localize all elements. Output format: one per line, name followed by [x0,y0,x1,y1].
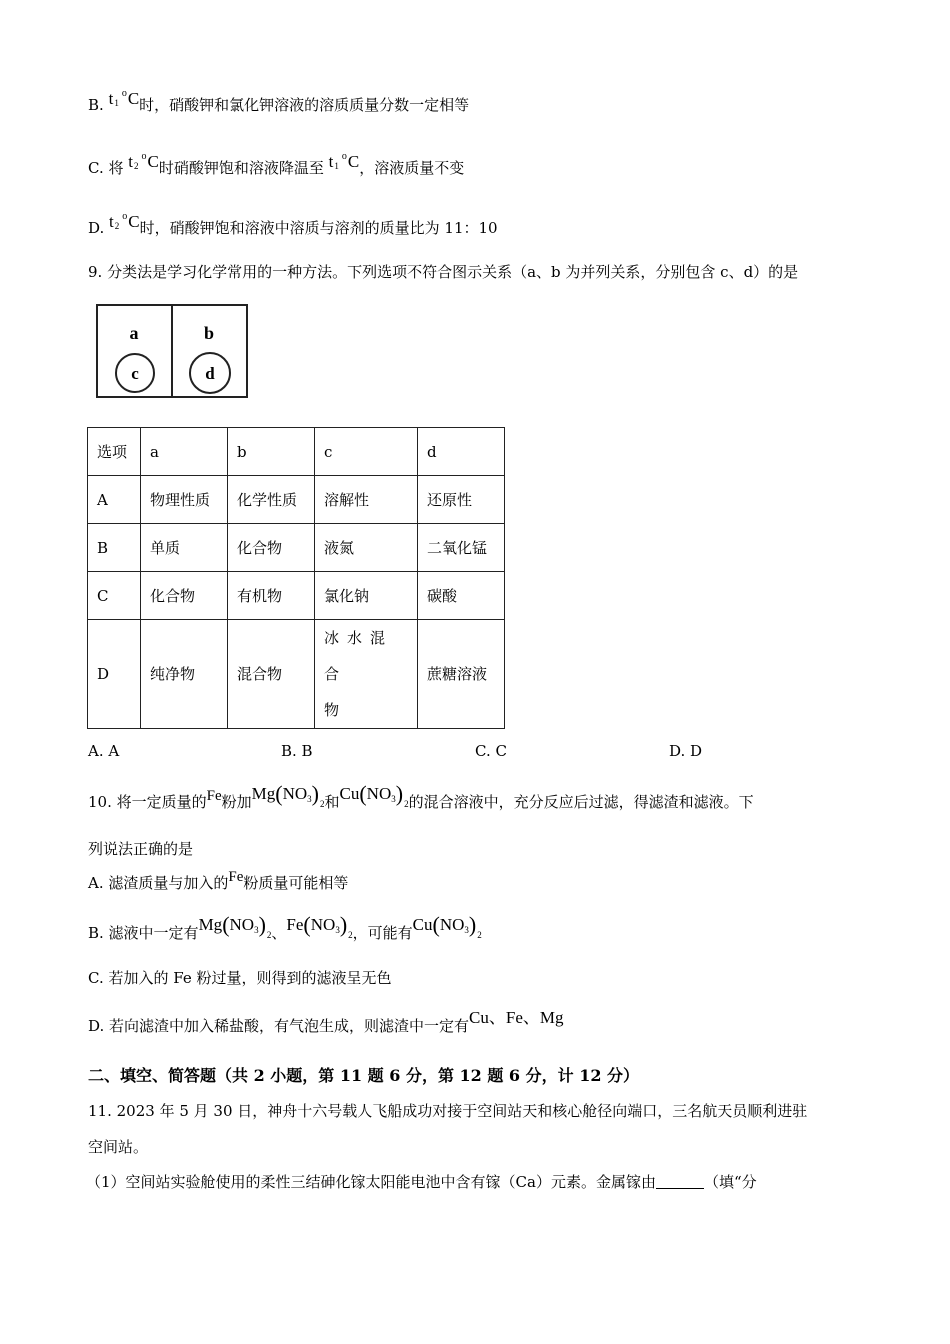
table-cell: 纯净物 [141,620,228,729]
classification-diagram [96,304,248,398]
table-cell: 液氮 [315,524,418,572]
temperature-t2: $t_2^oC$ [128,151,159,171]
table-cell: 蔗糖溶液 [418,620,505,729]
q9-choice-a[interactable]: A. A [88,742,120,760]
formula-cu-fe-mg: Cu、Fe、Mg [469,1008,564,1027]
table-cell: 氯化钠 [315,572,418,620]
q8-option-c: C. 将 $t_2^oC$时硝酸钾饱和溶液降温至 $t_1^oC$，溶液质量不变 [88,152,464,183]
q9-choice-c[interactable]: C. C [475,742,507,760]
table-cell: 化合物 [228,524,315,572]
table-row [88,524,505,572]
q9-choice-d[interactable]: D. D [669,742,703,760]
table-cell: 物理性质 [141,476,228,524]
q9-options-table [87,427,505,729]
q8-option-b: B. $t_1^oC$时，硝酸钾和氯化钾溶液的溶质质量分数一定相等 [88,89,469,120]
table-cell: 混合物 [228,620,315,729]
table-header: a [141,428,228,476]
table-cell-line: 物 [324,701,340,719]
formula-mg-no3-2: $Mg(NO3)_2$ [198,912,272,940]
table-cell-line: 冰水混合 [324,629,394,683]
q11-sub1: （1）空间站实验舱使用的柔性三结砷化镓太阳能电池中含有镓（Ca）元素。金属镓由 （填“分 [86,1173,757,1191]
diagram-label-d: d [205,364,215,383]
formula-fe-no3-2: $Fe(NO3)_2$ [286,912,353,940]
diagram-label-a: a [129,323,139,343]
table-cell: 溶解性 [315,476,418,524]
q10-option-d: D. 若向滤渣中加入稀盐酸，有气泡生成，则滤渣中一定有Cu、Fe、Mg [88,1008,564,1035]
answer-blank[interactable] [656,1173,704,1189]
q11-stem-line2: 空间站。 [88,1138,149,1156]
table-cell: 化合物 [141,572,228,620]
table-cell: 单质 [141,524,228,572]
table-row [88,476,505,524]
table-header: c [315,428,418,476]
formula-fe: Fe [206,788,222,804]
q8-option-d: D. $t_2^oC$时，硝酸钾饱和溶液中溶质与溶剂的质量比为 11：10 [88,212,498,243]
temperature-t1: $t_1^oC$ [108,88,140,108]
table-header-row [88,428,505,476]
q11-stem: 11. 2023 年 5 月 30 日，神舟十六号载人飞船成功对接于空间站天和核心舱径向端口，三名航天员顺利进驻 [88,1102,808,1120]
table-row [88,572,505,620]
q10-option-a: A. 滤渣质量与加入的Fe粉质量可能相等 [88,869,349,892]
q10-stem-line2: 列说法正确的是 [88,840,194,858]
table-cell: 碳酸 [418,572,505,620]
formula-fe: Fe [228,869,244,885]
table-header: 选项 [88,428,141,476]
table-cell: 还原性 [418,476,505,524]
table-header: b [228,428,315,476]
table-row [88,620,505,729]
table-cell: D [88,620,141,729]
q10-stem: 10. 将一定质量的Fe粉加$Mg(NO3)_2$和$Cu(NO3)_2$的混合溶液中，充分反应后过滤，得滤渣和滤液。下 [88,781,754,811]
table-cell: 有机物 [228,572,315,620]
formula-cu-no3-2: $Cu(NO3)_2$ [412,912,482,940]
table-header: d [418,428,505,476]
diagram-label-c: c [131,364,139,383]
q9-choice-b[interactable]: B. B [281,742,313,760]
diagram-label-b: b [203,323,215,343]
table-cell: 二氧化锰 [418,524,505,572]
temperature-t1: $t_1^oC$ [328,151,360,171]
temperature-t2: $t_2^oC$ [109,211,140,231]
table-cell: B [88,524,141,572]
table-cell: C [88,572,141,620]
q10-option-c: C. 若加入的 Fe 粉过量，则得到的滤液呈无色 [88,969,392,987]
table-cell: A [88,476,141,524]
q9-stem: 9. 分类法是学习化学常用的一种方法。下列选项不符合图示关系（a、b 为并列关系，分别包含 c、d）的是 [88,263,799,281]
formula-cu-no3-2: $Cu(NO3)_2$ [339,781,409,809]
section-heading: 二、填空、简答题（共 2 小题，第 11 题 6 分，第 12 题 6 分，计 12 分） [88,1066,640,1085]
table-cell [315,620,418,729]
formula-mg-no3-2: $Mg(NO3)_2$ [251,781,325,809]
table-cell: 化学性质 [228,476,315,524]
q10-option-b: B. 滤液中一定有$Mg(NO3)_2$、$Fe(NO3)_2$，可能有$Cu(NO3)_2$ [88,912,482,942]
